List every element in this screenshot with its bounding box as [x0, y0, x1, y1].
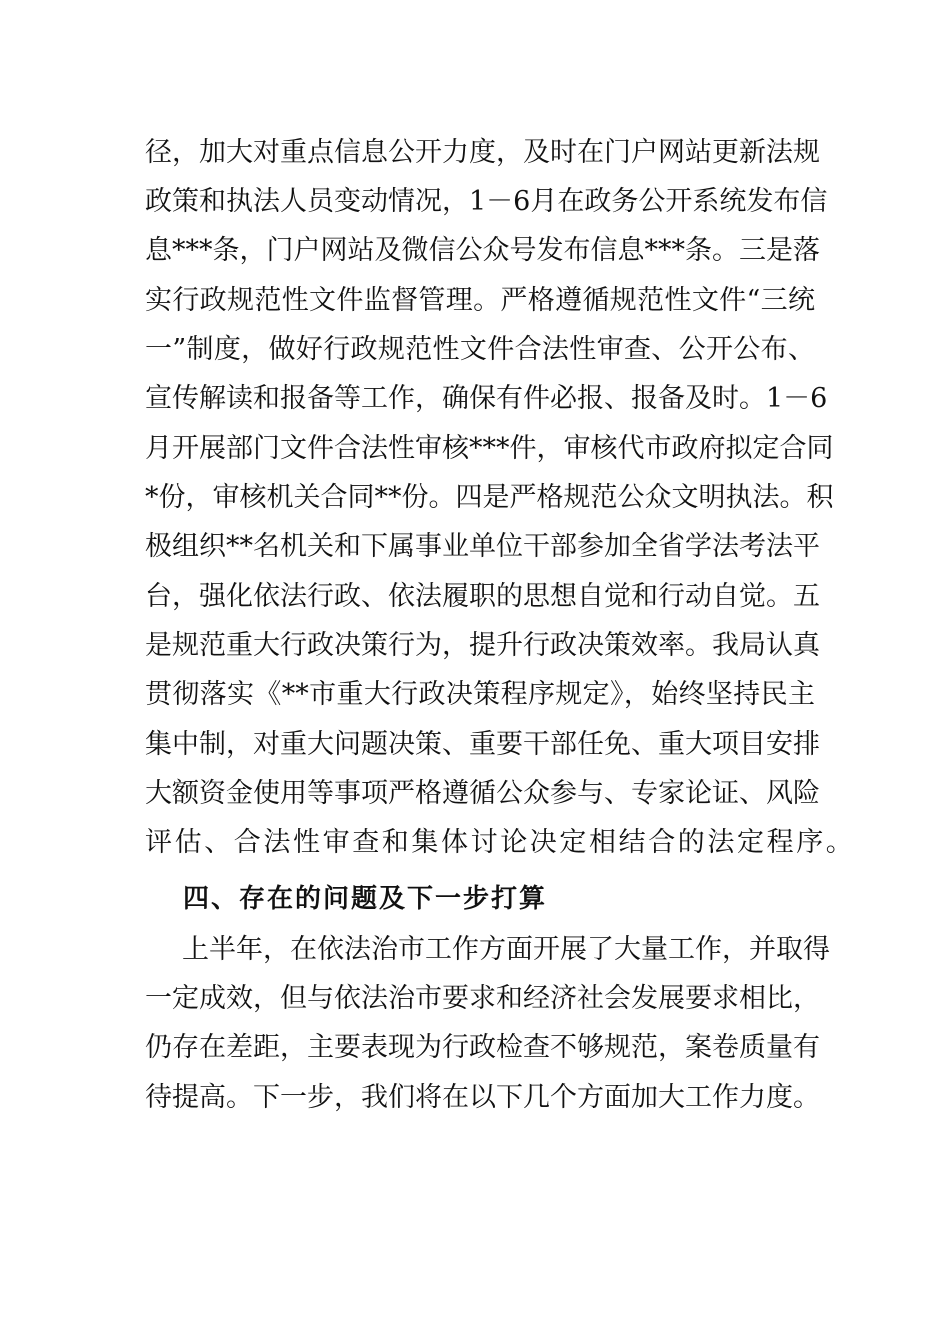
section-heading: 四、存在的问题及下一步打算: [183, 884, 548, 914]
paragraph-line: 月开展部门文件合法性审核***件，审核代市政府拟定合同: [145, 433, 834, 464]
paragraph-line: 政策和执法人员变动情况，1－6月在政务公开系统发布信: [145, 186, 828, 217]
paragraph-line: 是规范重大行政决策行为，提升行政决策效率。我局认真: [145, 630, 820, 661]
paragraph-line: 息***条，门户网站及微信公众号发布信息***条。三是落: [145, 235, 820, 266]
paragraph-line: 待提高。下一步，我们将在以下几个方面加大工作力度。: [145, 1082, 820, 1113]
paragraph-line: 一”制度，做好行政规范性文件合法性审查、公开公布、: [145, 334, 815, 365]
paragraph-line: *份，审核机关合同**份。四是严格规范公众文明执法。积: [145, 482, 834, 513]
paragraph-line: 实行政规范性文件监督管理。严格遵循规范性文件“三统: [145, 285, 815, 316]
paragraph-line: 极组织**名机关和下属事业单位干部参加全省学法考法平: [145, 531, 820, 562]
paragraph-line: 宣传解读和报备等工作，确保有件必报、报备及时。1－6: [145, 383, 828, 414]
paragraph-line: 台，强化依法行政、依法履职的思想自觉和行动自觉。五: [145, 581, 820, 612]
paragraph-line: 仍存在差距，主要表现为行政检查不够规范，案卷质量有: [145, 1032, 820, 1063]
paragraph-line: 评估、合法性审查和集体讨论决定相结合的法定程序。: [145, 827, 856, 858]
paragraph-line: 大额资金使用等事项严格遵循公众参与、专家论证、风险: [145, 778, 820, 809]
paragraph-line: 集中制，对重大问题决策、重要干部任免、重大项目安排: [145, 729, 820, 760]
paragraph-line: 贯彻落实《**市重大行政决策程序规定》，始终坚持民主: [145, 679, 815, 710]
paragraph-line: 上半年，在依法治市工作方面开展了大量工作，并取得: [182, 934, 830, 965]
paragraph-line: 径，加大对重点信息公开力度，及时在门户网站更新法规: [145, 137, 820, 168]
paragraph-line: 一定成效，但与依法治市要求和经济社会发展要求相比，: [145, 983, 820, 1014]
